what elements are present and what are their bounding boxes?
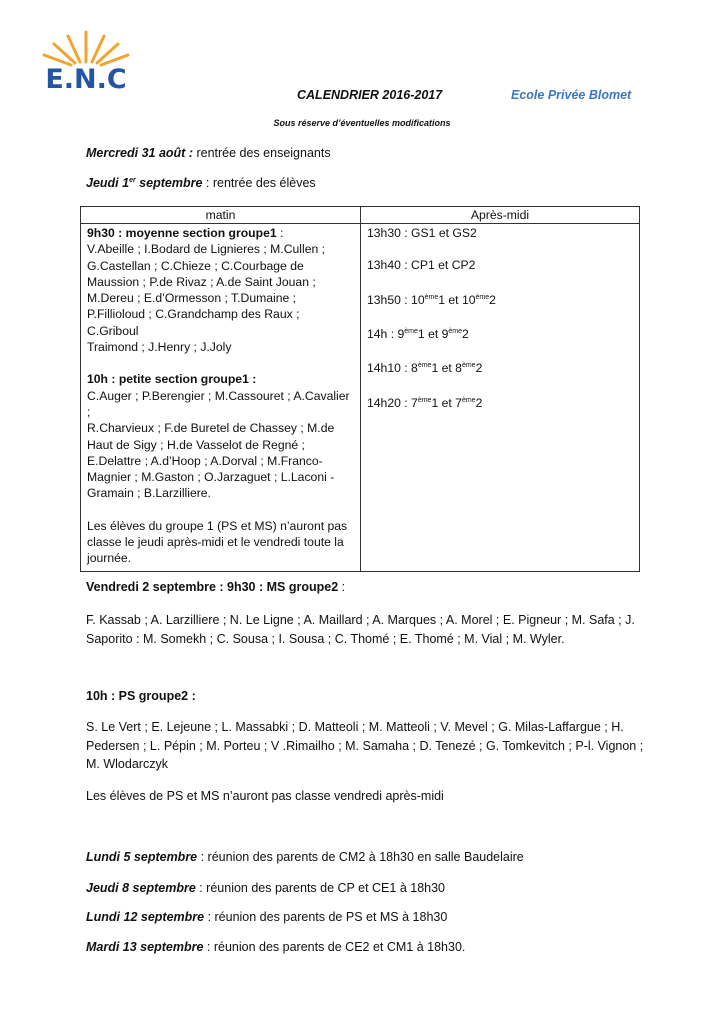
intro-date: Jeudi 1er septembre: [86, 176, 203, 190]
group2-title: 10h : petite section groupe1 :: [87, 372, 257, 387]
meeting-item: Lundi 12 septembre : réunion des parents de PS et MS à 18h30: [86, 910, 448, 924]
intro-text: : rentrée des élèves: [202, 176, 316, 190]
afternoon-slot: 13h40 : CP1 et CP2: [367, 258, 476, 273]
friday-heading: Vendredi 2 septembre : 9h30 : MS groupe2 :: [86, 580, 346, 594]
group2-line: Magnier ; M.Gaston ; O.Jarzaguet ; L.Laconi -: [87, 470, 335, 485]
names-line: F. Kassab ; A. Larzilliere ; N. Le Ligne ; A. Maillard ; A. Marques ; A. Morel ; E. Pigneur ; M. Safa ; J.: [86, 613, 635, 627]
afternoon-slot: 13h50 : 10ème1 et 10ème2: [367, 292, 496, 307]
sun-rays-icon: [34, 28, 138, 68]
group1-title: 9h30 : moyenne section groupe1 :: [87, 226, 284, 240]
names-line: Pedersen ; L. Pépin ; M. Porteu ; V .Rimailho ; M. Samaha ; D. Tenezé ; G. Tomkevitch ; P-l. Vignon ;: [86, 738, 644, 753]
group1-line: M.Dereu ; E.d’Ormesson ; T.Dumaine ;: [87, 291, 297, 306]
names-line: Saporito : M. Somekh ; C. Sousa ; I. Sousa ; C. Thomé ; E. Thomé ; M. Vial ; M. Wyler.: [86, 631, 565, 646]
header-morning: matin: [81, 207, 361, 224]
table-header-row: [81, 207, 640, 224]
note-line: journée.: [87, 551, 132, 566]
group1-line: G.Castellan ; C.Chieze ; C.Courbage de: [87, 258, 304, 273]
ps-ms-note: Les élèves de PS et MS n’auront pas classe vendredi après-midi: [86, 789, 444, 803]
group2-line: Haut de Sigy ; H.de Vasselot de Regné ;: [87, 437, 305, 452]
afternoon-cell: [361, 224, 640, 572]
group1-line: V.Abeille ; I.Bodard de Lignieres ; M.Cullen ;: [87, 242, 326, 257]
group1-line: Traimond ; J.Henry ; J.Joly: [87, 340, 232, 355]
intro-teachers: [86, 146, 331, 160]
page-title: CALENDRIER 2016-2017: [297, 88, 443, 102]
table-row: [81, 224, 640, 572]
intro-students: [86, 176, 316, 190]
intro-date: Mercredi 31 août :: [86, 146, 193, 160]
subtitle: Sous réserve d’éventuelles modifications: [273, 118, 451, 128]
group2-line: Gramain ; B.Larzilliere.: [87, 486, 211, 501]
school-name: Ecole Privée Blomet: [511, 88, 632, 102]
afternoon-slot: 14h10 : 8ème1 et 8ème2: [367, 361, 483, 376]
group2-line: E.Delattre ; A.d’Hoop ; A.Dorval ; M.Franco-: [87, 453, 323, 468]
friday-names: [86, 611, 646, 648]
group2-line: C.Auger ; P.Berengier ; M.Cassouret ; A.Cavalier ;: [87, 388, 350, 419]
morning-cell: [81, 224, 361, 572]
group2-line: R.Charvieux ; F.de Buretel de Chassey ; M.de: [87, 421, 335, 436]
group1-line: Maussion ; P.de Rivaz ; A.de Saint Jouan ;: [87, 274, 316, 289]
enc-logo: [34, 28, 138, 98]
meeting-item: Jeudi 8 septembre : réunion des parents de CP et CE1 à 18h30: [86, 881, 446, 895]
group1-line: P.Fillioloud ; C.Grandchamp des Raux ; C.Griboul: [87, 307, 300, 338]
header-afternoon: Après-midi: [361, 207, 640, 224]
afternoon-slot: 14h20 : 7ème1 et 7ème2: [367, 395, 483, 410]
meeting-item: Lundi 5 septembre : réunion des parents de CM2 à 18h30 en salle Baudelaire: [86, 850, 524, 864]
meeting-item: Mardi 13 septembre : réunion des parents de CE2 et CM1 à 18h30.: [86, 940, 466, 954]
note-line: classe le jeudi après-midi et le vendredi toute la: [87, 535, 344, 550]
schedule-table: [80, 206, 640, 572]
names-line: M. Wlodarczyk: [86, 757, 168, 771]
logo-text: E.N.C: [45, 64, 127, 95]
note-line: Les élèves du groupe 1 (PS et MS) n’auront pas: [87, 518, 348, 533]
afternoon-slot: 14h : 9ème1 et 9ème2: [367, 327, 469, 342]
names-line: S. Le Vert ; E. Lejeune ; L. Massabki ; D. Matteoli ; M. Matteoli ; V. Mevel ; G. Milas-Laffargue ; H.: [86, 720, 624, 734]
intro-text: rentrée des enseignants: [192, 146, 331, 160]
ps-heading: 10h : PS groupe2 :: [86, 689, 196, 703]
afternoon-slot: 13h30 : GS1 et GS2: [367, 226, 477, 240]
ps-names: [86, 718, 646, 774]
